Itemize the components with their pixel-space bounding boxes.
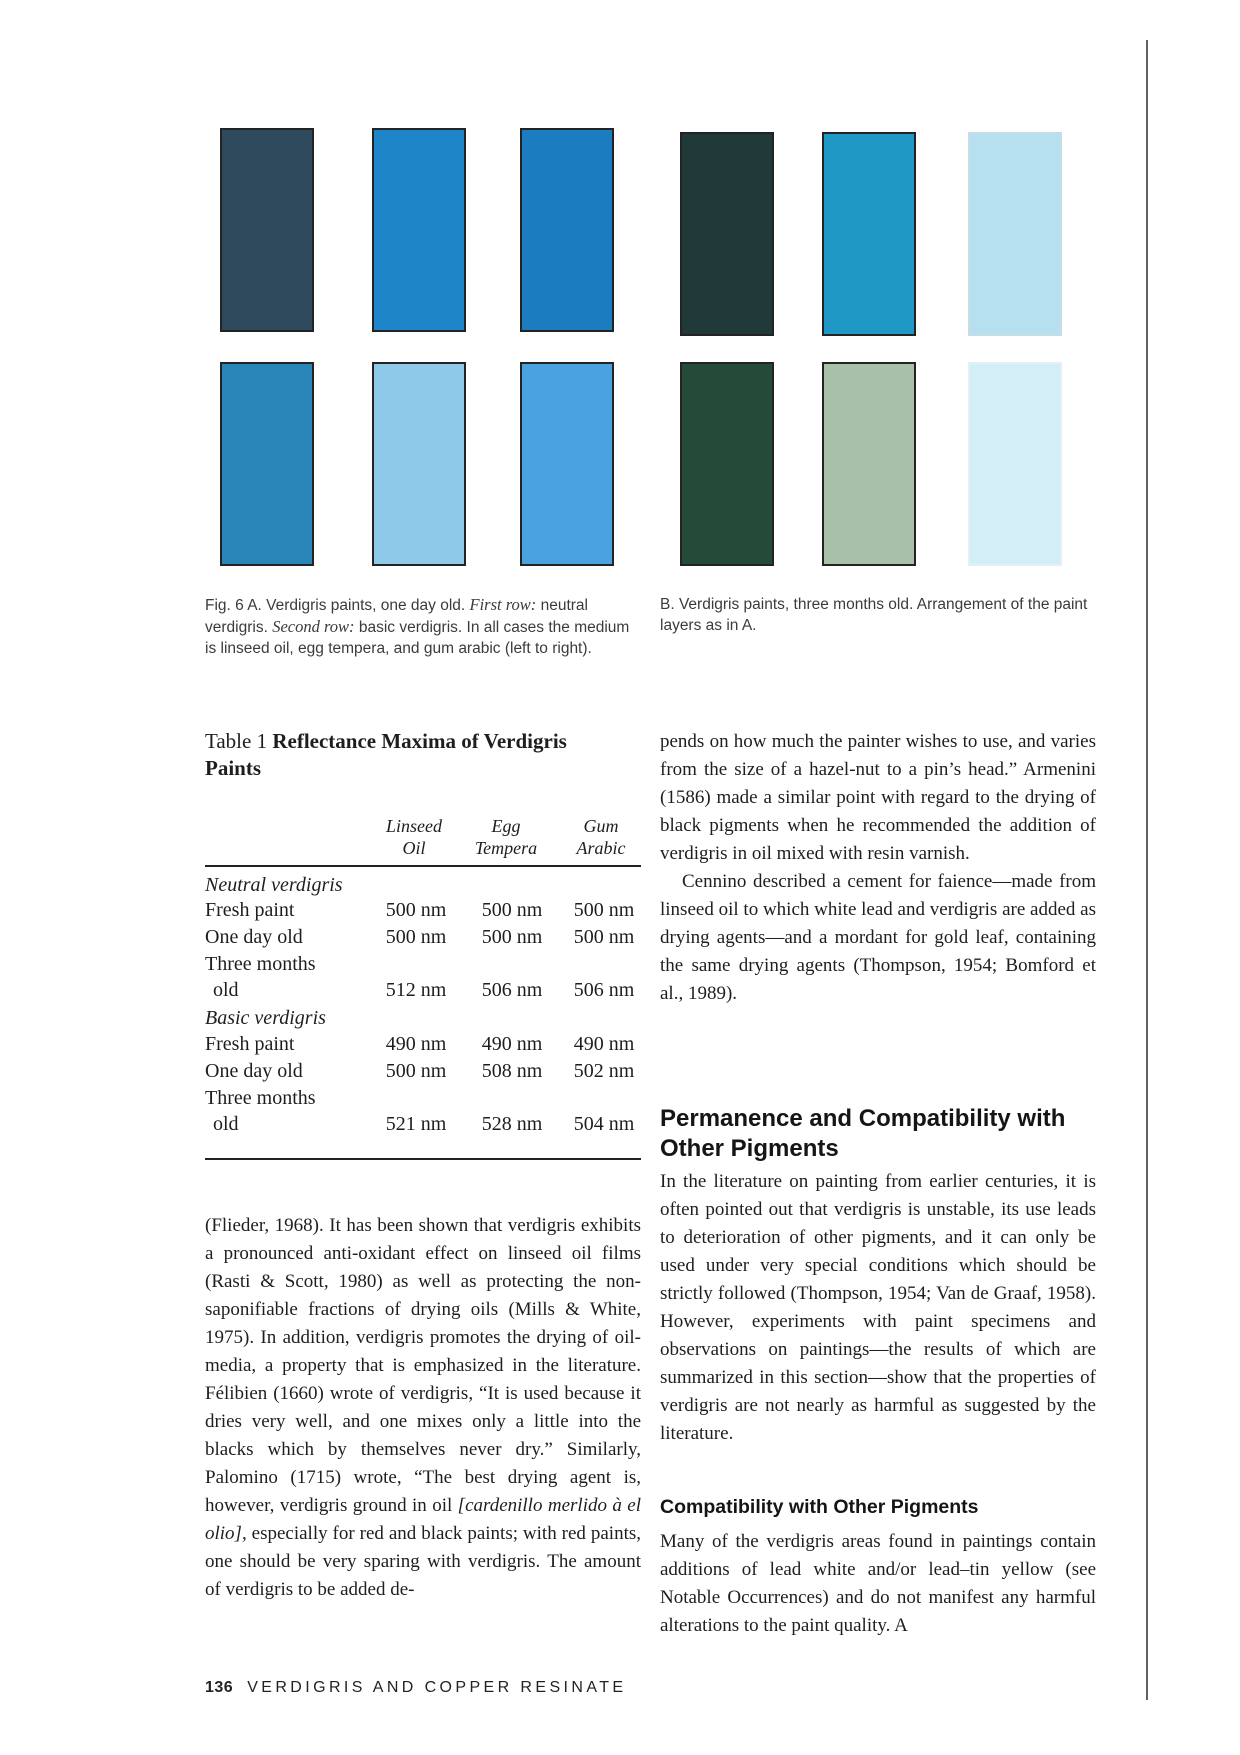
row-label: Three months bbox=[205, 1087, 316, 1109]
left-paragraph-start: (Flieder, 1968). It has been shown that verdigris exhibits a pronounced anti-oxidant effect on linseed oil films (Rasti & Scott, 1980) as well as protecting the non-saponifiable fractions of drying oils (Mills & White, 1975). In addition, verdigris promotes the drying of oil-media, a property that is emphasized in the literature. Félibien (1660) wrote of verdigris, “It is used because it dries very well, and one mixes only a little into the blacks which by themselves never dry.” Similarly, Palomino (1715) wrote, “The best drying agent is, however, verdigris ground in oil bbox=[205, 1215, 641, 1516]
cell-gum: 500 nm bbox=[573, 926, 635, 948]
row-label: Fresh paint bbox=[205, 899, 295, 921]
cell-linseed: 500 nm bbox=[385, 926, 447, 948]
row-label-continued: old bbox=[213, 1113, 239, 1135]
cell-linseed: 512 nm bbox=[385, 979, 447, 1001]
column-header-line1: Egg bbox=[491, 816, 521, 836]
table-row bbox=[205, 925, 641, 949]
cell-gum: 504 nm bbox=[573, 1113, 635, 1135]
row-label: Three months bbox=[205, 953, 316, 975]
cell-gum: 500 nm bbox=[573, 899, 635, 921]
figure-caption-b: B. Verdigris paints, three months old. Arrangement of the paint layers as in A. bbox=[660, 596, 1088, 634]
cell-egg: 500 nm bbox=[481, 899, 543, 921]
row-label: One day old bbox=[205, 926, 303, 948]
left-paragraph-end: , especially for red and black paints; with red paints, one should be very sparing with verdigris. The amount of verdigris to be added de- bbox=[205, 1523, 641, 1600]
right-column-text-top bbox=[660, 728, 1096, 1008]
table-header-rule bbox=[205, 865, 641, 867]
swatch-a-neutral-egg bbox=[372, 128, 466, 332]
table-row bbox=[205, 1032, 641, 1056]
spanish-quote: [cardenillo merlido à el olio] bbox=[205, 1495, 642, 1544]
cell-egg: 528 nm bbox=[481, 1113, 543, 1135]
table-group-basic: Basic verdigris bbox=[205, 1007, 326, 1029]
swatch-a-basic-gum bbox=[520, 362, 614, 566]
swatch-b-basic-gum bbox=[968, 362, 1062, 566]
row-label: Fresh paint bbox=[205, 1033, 295, 1055]
table-title bbox=[205, 728, 625, 782]
cell-linseed: 500 nm bbox=[385, 899, 447, 921]
column-header-gum-arabic bbox=[541, 815, 661, 859]
swatch-a-neutral-linseed bbox=[220, 128, 314, 332]
left-column-text bbox=[205, 1212, 641, 1604]
table-row bbox=[205, 1059, 641, 1083]
swatch-b-basic-linseed bbox=[680, 362, 774, 566]
cell-linseed: 521 nm bbox=[385, 1113, 447, 1135]
table-group-neutral: Neutral verdigris bbox=[205, 874, 343, 896]
cell-gum: 502 nm bbox=[573, 1060, 635, 1082]
table-title-bold: Reflectance Maxima of Verdigris Paints bbox=[205, 729, 567, 780]
swatch-b-basic-egg bbox=[822, 362, 916, 566]
cell-linseed: 500 nm bbox=[385, 1060, 447, 1082]
cell-egg: 490 nm bbox=[481, 1033, 543, 1055]
page-edge-line bbox=[1146, 40, 1148, 1700]
left-paragraph bbox=[205, 1212, 641, 1604]
cell-egg: 500 nm bbox=[481, 926, 543, 948]
right-paragraph-4: Many of the verdigris areas found in paintings contain additions of lead white and/or lead–tin yellow (see Notable Occurrences) and do not manifest any harmful alterations to the paint quality. A bbox=[660, 1531, 1096, 1636]
column-header-line1: Linseed bbox=[386, 816, 442, 836]
cell-gum: 490 nm bbox=[573, 1033, 635, 1055]
table-row bbox=[205, 898, 641, 922]
column-header-line2: Tempera bbox=[474, 838, 538, 858]
caption-a-second-row-label: Second row: bbox=[272, 617, 355, 636]
row-label: One day old bbox=[205, 1060, 303, 1082]
swatch-b-neutral-linseed bbox=[680, 132, 774, 336]
table-title-prefix: Table 1 bbox=[205, 729, 273, 753]
swatch-b-neutral-egg bbox=[822, 132, 916, 336]
swatch-a-basic-linseed bbox=[220, 362, 314, 566]
page-footer bbox=[205, 1679, 626, 1697]
cell-egg: 506 nm bbox=[481, 979, 543, 1001]
caption-a-first-row-label: First row: bbox=[469, 595, 537, 614]
cell-egg: 508 nm bbox=[481, 1060, 543, 1082]
column-header-line2: Arabic bbox=[576, 838, 626, 858]
table-row bbox=[205, 952, 641, 1004]
caption-a-prefix: Fig. 6 A. Verdigris paints, one day old. bbox=[205, 597, 470, 614]
page-number: 136 bbox=[205, 1679, 234, 1696]
swatch-a-basic-egg bbox=[372, 362, 466, 566]
cell-linseed: 490 nm bbox=[385, 1033, 447, 1055]
table-bottom-rule bbox=[205, 1158, 641, 1160]
row-label-continued: old bbox=[213, 979, 239, 1001]
swatch-b-neutral-gum bbox=[968, 132, 1062, 336]
figure-caption-a bbox=[205, 594, 635, 659]
table-row bbox=[205, 1086, 641, 1138]
caption-a-first-row-text: neutral verdigris. bbox=[205, 597, 588, 636]
right-paragraph-2: Cennino described a cement for faience—made from linseed oil to which white lead and verdigris are added as drying agents—and a mordant for gold leaf, containing the same drying agents (Thompson, 1954; Bomford et al., 1989). bbox=[660, 871, 1096, 1004]
section-heading: Permanence and Compatibility with Other Pigments bbox=[660, 1105, 1066, 1162]
column-header-line2: Oil bbox=[402, 838, 426, 858]
right-paragraph-3: In the literature on painting from earlier centuries, it is often pointed out that verdigris is unstable, its use leads to deterioration of other pigments, and it can only be used under very special conditions which should be strictly followed (Thompson, 1954; Van de Graaf, 1958). However, experiments with paint specimens and observations on paintings—the results of which are summarized in this section—show that the properties of verdigris are not nearly as harmful as suggested by the literature. bbox=[660, 1171, 1096, 1444]
right-paragraph-1: pends on how much the painter wishes to use, and varies from the size of a hazel-nut to a pin’s head.” Armenini (1586) made a similar point with regard to the drying of black pigments when he recommended the addition of verdigris in oil mixed with resin varnish. bbox=[660, 731, 1096, 864]
column-header-line1: Gum bbox=[583, 816, 619, 836]
caption-a-second-row-text: basic verdigris. In all cases the medium is linseed oil, egg tempera, and gum arabic (left to right). bbox=[205, 619, 630, 657]
cell-gum: 506 nm bbox=[573, 979, 635, 1001]
subsection-heading: Compatibility with Other Pigments bbox=[660, 1496, 979, 1518]
right-column-text-middle bbox=[660, 1168, 1096, 1448]
right-column-text-bottom bbox=[660, 1528, 1096, 1640]
swatch-a-neutral-gum bbox=[520, 128, 614, 332]
running-title: VERDIGRIS AND COPPER RESINATE bbox=[247, 1679, 627, 1696]
